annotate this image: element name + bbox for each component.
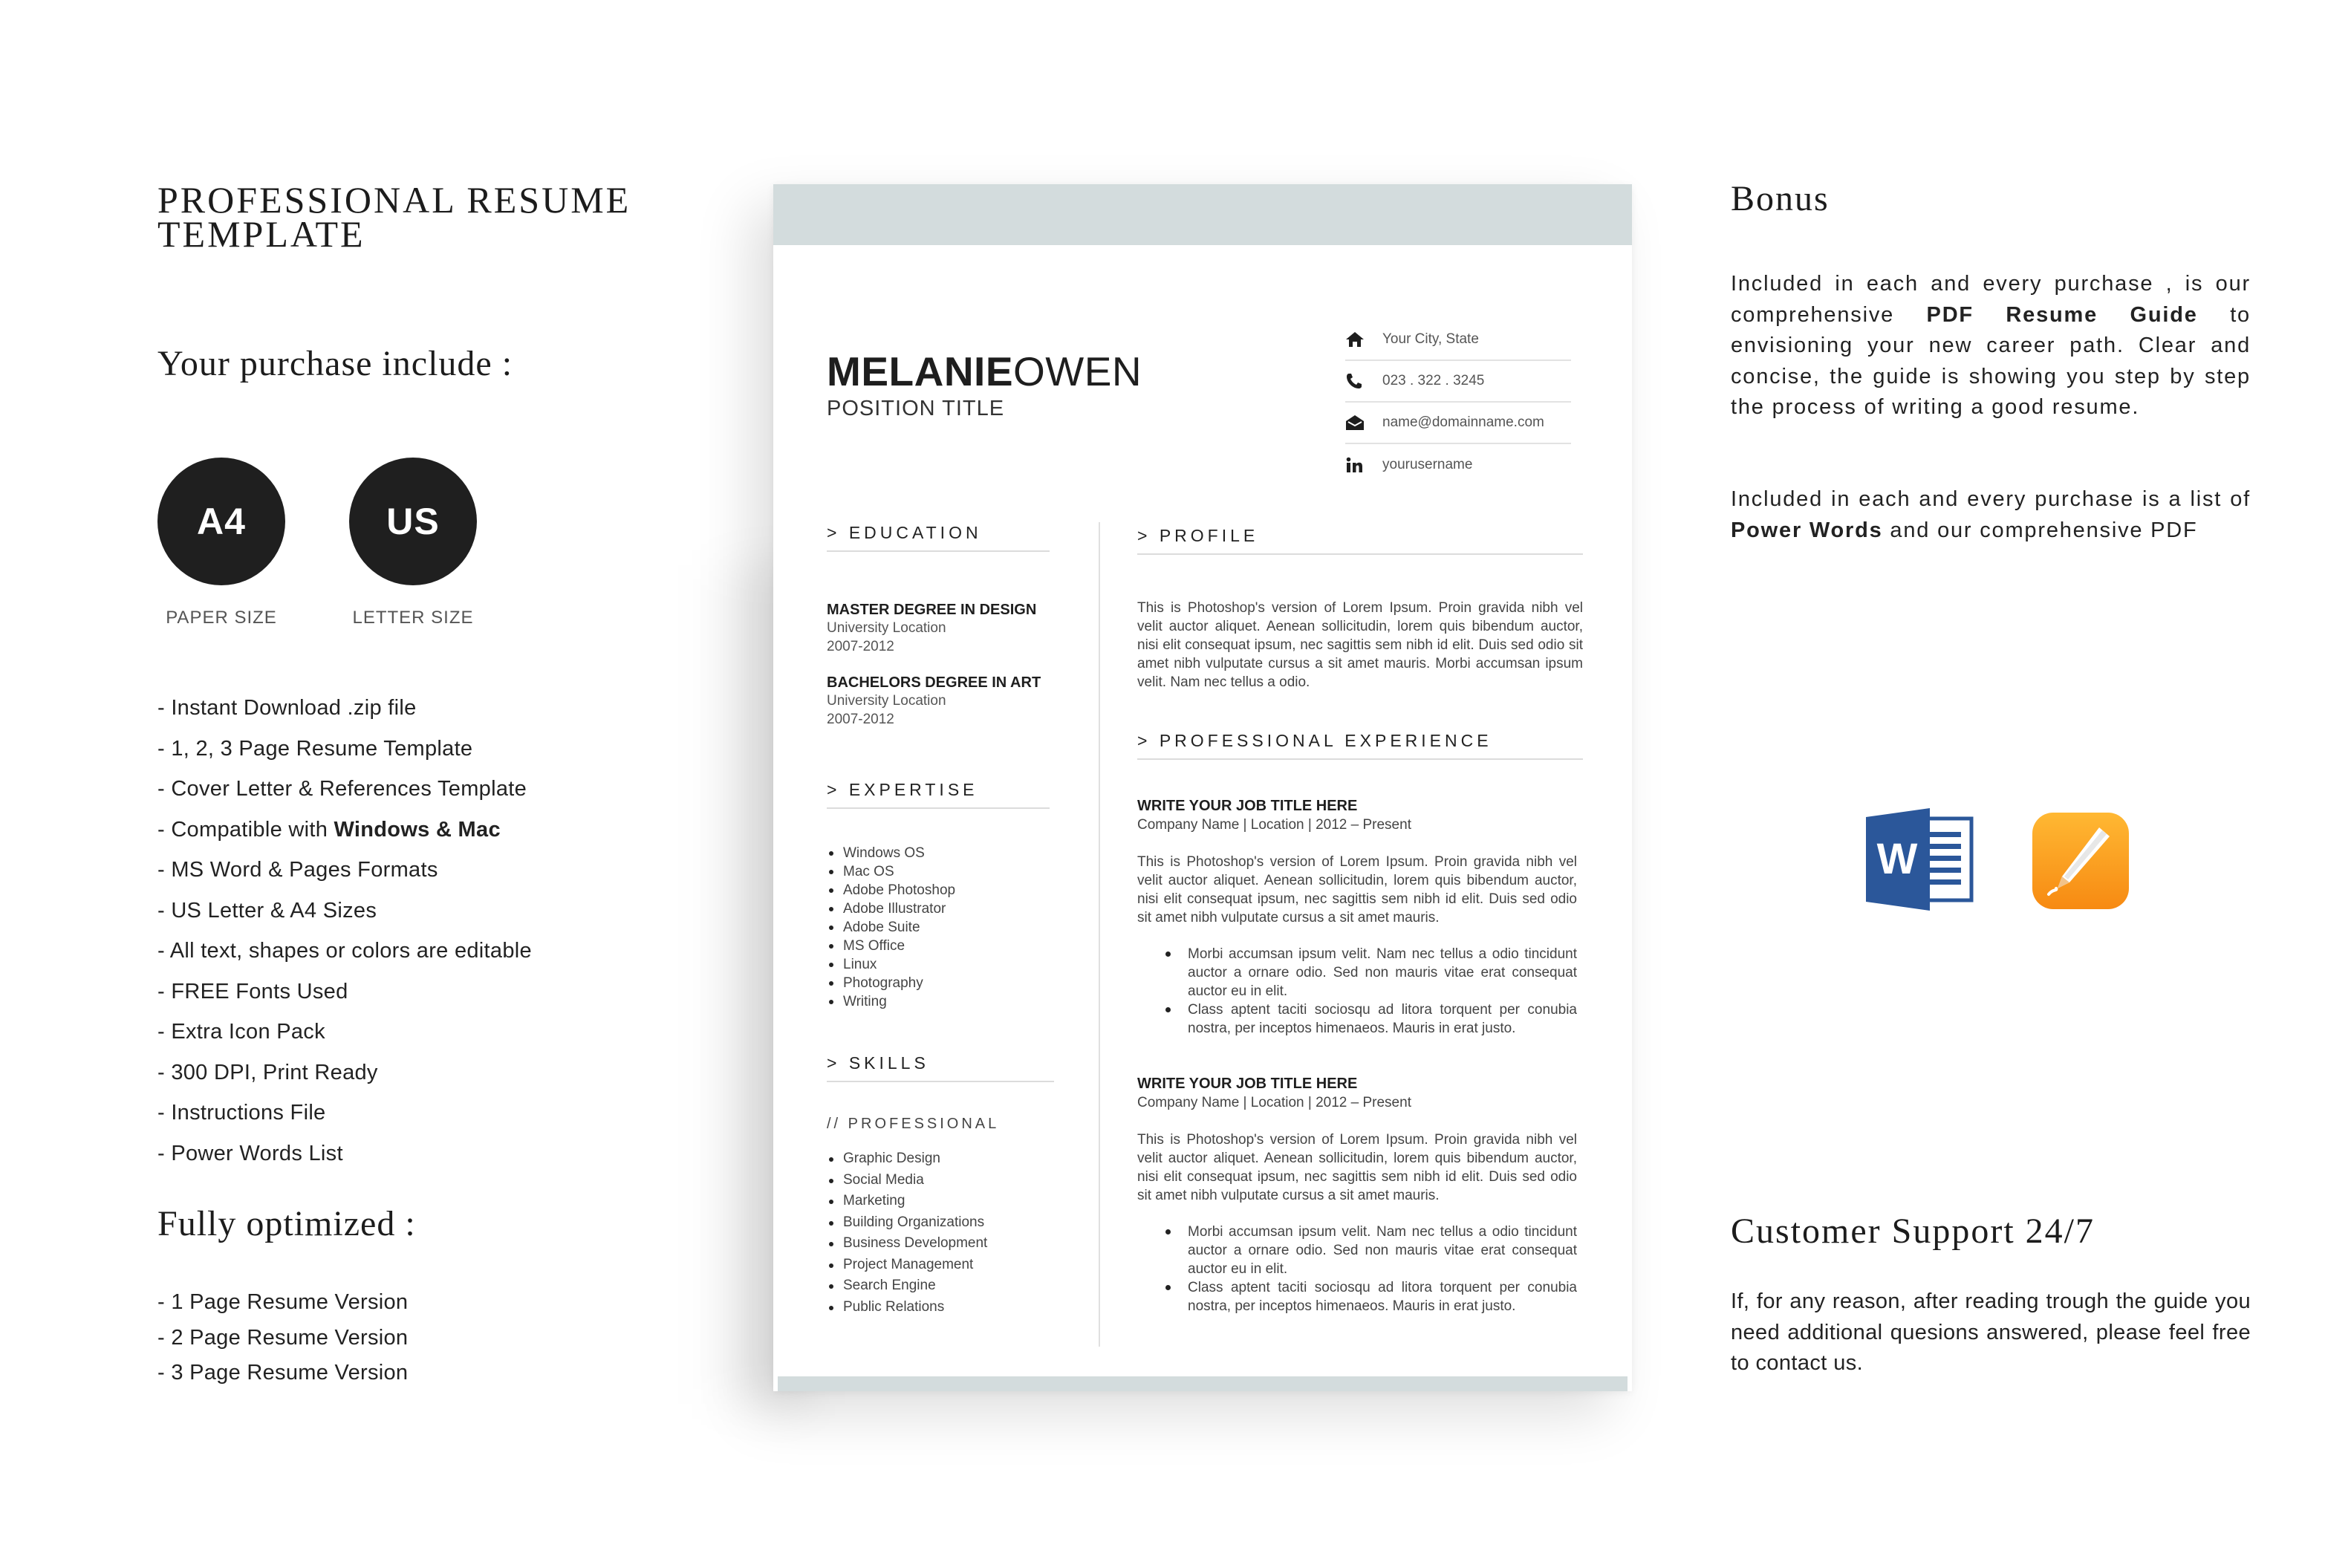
list-item: Project Management — [827, 1255, 987, 1276]
contact-row — [1345, 403, 1571, 444]
feature-item: - MS Word & Pages Formats — [157, 858, 438, 882]
feature-item: - Instructions File — [157, 1101, 326, 1125]
bonus-heading: Bonus — [1731, 179, 1830, 218]
column-divider — [1099, 522, 1100, 1347]
bonus-text: Included in each and every purchase , is our comprehensive — [1731, 272, 2251, 327]
optimized-heading: Fully optimized : — [157, 1204, 416, 1243]
bonus-paragraph — [1731, 269, 2251, 423]
expertise-list — [827, 844, 955, 1011]
profile-text: This is Photoshop's version of Lorem Ipsum. Proin gravida nibh vel velit auctor aliquet. Aenean sollicitudin, lorem quis bibendum auctor, nisi elit consequat ipsum, nec sagittis sem nibh id elit. Duis sed odio sit amet nibh vulputate cursus a sit amet mauris. Morbi accumsan ipsum velit. Nam nec tellus a odio. — [1137, 600, 1583, 690]
job-bullets — [1137, 1223, 1577, 1315]
list-item: Morbi accumsan ipsum velit. Nam nec tellus a odio tincidunt auctor a ornare odio. Sed non mauris vitae erat consequat auctor eu in elit. — [1137, 1223, 1577, 1278]
optimized-item: - 2 Page Resume Version — [157, 1325, 409, 1350]
bonus-bold: PDF Resume Guide — [1926, 302, 2198, 327]
list-item: Public Relations — [827, 1297, 987, 1318]
contact-text: yourusername — [1382, 457, 1473, 472]
badge-caption: LETTER SIZE — [352, 608, 474, 628]
university: University Location — [827, 693, 946, 709]
job-description: This is Photoshop's version of Lorem Ipsum. Proin gravida nibh vel velit auctor aliquet. Aenean sollicitudin, lorem quis bibendum auctor, nisi elit consequat ipsum, nec sagittis sem nibh id elit. Duis sed odio sit amet nibh vulputate cursus a sit amet mauris. — [1137, 1132, 1577, 1203]
professional-subheading: // PROFESSIONAL — [827, 1116, 1000, 1132]
list-item: Photography — [827, 974, 955, 992]
bonus-text: and our comprehensive PDF — [1882, 518, 2198, 542]
feature-item: - FREE Fonts Used — [157, 979, 348, 1003]
phone-icon — [1345, 371, 1372, 391]
list-item: Class aptent taciti sociosqu ad litora torquent per conubia nostra, per inceptos himenaeos. Mauris in erat justo. — [1137, 1001, 1577, 1038]
job-title: WRITE YOUR JOB TITLE HERE — [1137, 798, 1358, 814]
feature-item: - Cover Letter & References Template — [157, 777, 527, 801]
list-item: Adobe Illustrator — [827, 900, 955, 918]
feature-item: - Instant Download .zip file — [157, 696, 417, 720]
education-entry — [827, 674, 1057, 729]
resume-preview — [773, 184, 1632, 1391]
optimized-list — [157, 1285, 692, 1391]
title-line-1: PROFESSIONAL RESUME — [157, 179, 631, 221]
bonus-bold: Power Words — [1731, 518, 1883, 542]
list-item: Marketing — [827, 1191, 987, 1212]
support-heading: Customer Support 24/7 — [1731, 1211, 2095, 1251]
support-text: If, for any reason, after reading trough the guide you need additional quesions answered, please feel free to contact us. — [1731, 1289, 2251, 1375]
list-item: Social Media — [827, 1170, 987, 1191]
job-company: Company Name | Location | 2012 – Present — [1137, 1095, 1411, 1110]
list-item: Linux — [827, 955, 955, 974]
page-title — [157, 179, 692, 255]
list-item: Business Development — [827, 1233, 987, 1255]
university: University Location — [827, 620, 946, 636]
list-item: MS Office — [827, 937, 955, 955]
education-entry — [827, 602, 1057, 656]
feature-item: - 300 DPI, Print Ready — [157, 1060, 378, 1084]
last-name: OWEN — [1013, 348, 1142, 394]
experience-heading: > PROFESSIONAL EXPERIENCE — [1137, 731, 1583, 760]
purchase-heading: Your purchase include : — [157, 344, 513, 383]
badge-caption: PAPER SIZE — [166, 608, 277, 628]
badge-circle: A4 — [157, 458, 285, 585]
word-letter: W — [1876, 835, 1918, 883]
position-title: POSITION TITLE — [827, 397, 1005, 420]
list-item: Writing — [827, 992, 955, 1011]
resume-top-bar — [773, 184, 1632, 245]
list-item: Adobe Photoshop — [827, 881, 955, 900]
contact-row — [1345, 361, 1571, 403]
bonus-text: Included in each and every purchase is a list of — [1731, 487, 2251, 511]
first-name: MELANIE — [827, 348, 1013, 394]
resume-bottom-bar — [778, 1376, 1628, 1391]
job-description: This is Photoshop's version of Lorem Ipsum. Proin gravida nibh vel velit auctor aliquet. Aenean sollicitudin, lorem quis bibendum auctor, nisi elit consequat ipsum, nec sagittis sem nibh id elit. Duis sed odio sit amet nibh vulputate cursus a sit amet mauris. — [1137, 854, 1577, 925]
profile-heading: > PROFILE — [1137, 526, 1583, 555]
linkedin-icon — [1345, 455, 1372, 475]
optimized-item: - 1 Page Resume Version — [157, 1290, 409, 1314]
degree: BACHELORS DEGREE IN ART — [827, 674, 1041, 691]
years: 2007-2012 — [827, 639, 894, 654]
bonus-text: to envisioning your new career path. Clear and concise, the guide is showing you step by step the process of writing a good resume. — [1731, 302, 2251, 419]
feature-list — [157, 688, 692, 1174]
home-icon — [1345, 329, 1372, 350]
feature-text: - Compatible with — [157, 817, 334, 842]
feature-item: - All text, shapes or colors are editable — [157, 939, 532, 963]
us-badge — [349, 458, 477, 628]
education-heading: > EDUCATION — [827, 523, 1050, 552]
badge-circle: US — [349, 458, 477, 585]
resume-name — [827, 348, 1142, 395]
list-item: Morbi accumsan ipsum velit. Nam nec tellus a odio tincidunt auctor a ornare odio. Sed non mauris vitae erat consequat auctor eu in elit. — [1137, 945, 1577, 1001]
feature-item: - Extra Icon Pack — [157, 1020, 325, 1044]
list-item: Building Organizations — [827, 1212, 987, 1234]
contact-row — [1345, 319, 1571, 361]
job-company: Company Name | Location | 2012 – Present — [1137, 817, 1411, 833]
feature-bold: Windows & Mac — [334, 817, 501, 842]
a4-badge — [157, 458, 285, 628]
years: 2007-2012 — [827, 712, 894, 727]
word-icon — [1864, 808, 1974, 914]
pages-icon — [2031, 811, 2130, 914]
contact-text: name@domainname.com — [1382, 414, 1544, 430]
mail-icon — [1345, 412, 1372, 433]
list-item: Adobe Suite — [827, 918, 955, 937]
list-item: Class aptent taciti sociosqu ad litora torquent per conubia nostra, per inceptos himenaeos. Mauris in erat justo. — [1137, 1278, 1577, 1315]
feature-item — [157, 810, 692, 850]
expertise-heading: > EXPERTISE — [827, 780, 1050, 809]
list-item: Mac OS — [827, 862, 955, 881]
feature-item: - US Letter & A4 Sizes — [157, 898, 377, 923]
title-line-2: TEMPLATE — [157, 213, 365, 255]
skills-list — [827, 1148, 987, 1318]
degree: MASTER DEGREE IN DESIGN — [827, 602, 1037, 618]
list-item: Windows OS — [827, 844, 955, 862]
skills-heading: > SKILLS — [827, 1053, 1054, 1082]
contact-block — [1345, 319, 1571, 486]
job-bullets — [1137, 945, 1577, 1038]
contact-text: 023 . 322 . 3245 — [1382, 373, 1485, 388]
list-item: Search Engine — [827, 1275, 987, 1297]
job-title: WRITE YOUR JOB TITLE HERE — [1137, 1076, 1358, 1092]
contact-row — [1345, 444, 1571, 486]
optimized-item: - 3 Page Resume Version — [157, 1361, 409, 1385]
feature-item: - Power Words List — [157, 1141, 343, 1165]
contact-text: Your City, State — [1382, 331, 1479, 347]
feature-item: - 1, 2, 3 Page Resume Template — [157, 736, 473, 761]
bonus-paragraph — [1731, 484, 2251, 546]
list-item: Graphic Design — [827, 1148, 987, 1170]
